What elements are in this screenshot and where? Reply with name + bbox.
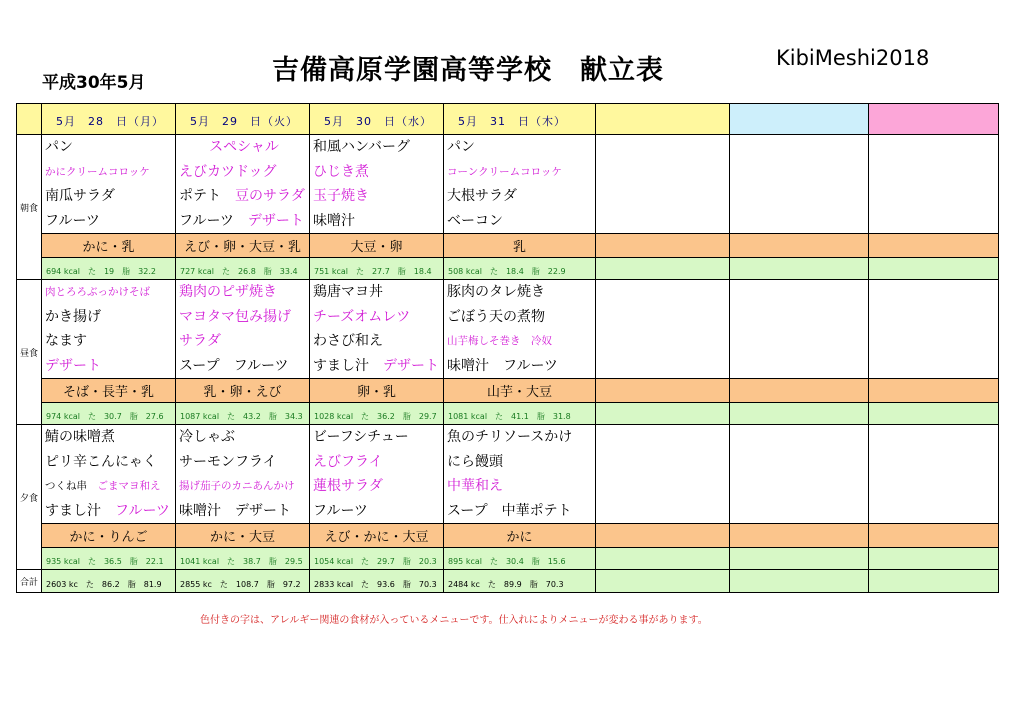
empty-nutrition-cell	[730, 258, 869, 280]
menu-item: 豚肉のタレ焼き	[447, 284, 545, 300]
empty-nutrition-cell	[596, 403, 730, 425]
allergen-row	[17, 524, 999, 548]
empty-nutrition-cell	[869, 403, 999, 425]
menu-item: 蓮根サラダ	[313, 478, 383, 494]
allergen-cell: かに・大豆	[176, 524, 310, 548]
allergen-cell: かに・りんご	[42, 524, 176, 548]
nutrition-cell	[310, 403, 444, 425]
menu-item: 味噌汁 デザート	[179, 502, 291, 519]
empty-header-cell-blue	[730, 104, 869, 135]
totals-cell	[176, 570, 310, 593]
menu-item: 味噌汁	[313, 212, 355, 229]
era-date: 平成30年5月	[42, 73, 146, 93]
date-label: 5月 29 日（火）	[190, 114, 298, 128]
menu-item: チーズオムレツ	[313, 308, 411, 325]
nutrition-cell	[444, 548, 596, 570]
menu-item: スペシャル	[209, 139, 279, 155]
menu-item: マヨタマ包み揚げ	[179, 308, 291, 325]
totals-label: 合計	[17, 570, 42, 593]
empty-totals-cell	[596, 570, 730, 593]
menu-item: フルーツ	[313, 502, 368, 519]
menu-item: サラダ	[179, 333, 221, 349]
empty-nutrition-cell	[869, 548, 999, 570]
menu-item: えびカツドッグ	[179, 163, 277, 180]
menu-item: 鶏唐マヨ丼	[313, 284, 383, 300]
empty-menu-cell	[596, 425, 730, 524]
empty-menu-cell	[596, 135, 730, 234]
allergen-cell: 乳・卵・えび	[176, 379, 310, 403]
nutrition-cell	[310, 258, 444, 280]
menu-item: すまし汁 フルーツ	[45, 502, 170, 519]
nutrition-value: 508 kcal た 18.4 脂 22.9	[448, 267, 566, 276]
nutrition-row	[17, 403, 999, 425]
menu-table	[16, 103, 999, 593]
totals-value: 2833 kcal た 93.6 脂 70.3	[314, 579, 437, 589]
menu-item: 揚げ茄子のカニあんかけ	[179, 480, 295, 492]
date-header-row	[17, 104, 999, 135]
empty-totals-cell	[869, 570, 999, 593]
nutrition-row	[17, 258, 999, 280]
empty-nutrition-cell	[596, 258, 730, 280]
nutrition-value: 751 kcal た 27.7 脂 18.4	[314, 267, 432, 276]
empty-menu-cell	[869, 280, 999, 379]
menu-item: 冷しゃぶ	[179, 429, 235, 445]
empty-nutrition-cell	[869, 258, 999, 280]
menu-cell	[310, 425, 444, 524]
nutrition-value: 1081 kcal た 41.1 脂 31.8	[448, 412, 571, 421]
menu-cell	[310, 135, 444, 234]
meal-label: 朝食	[17, 135, 42, 280]
nutrition-value: 727 kcal た 26.8 脂 33.4	[180, 267, 298, 276]
menu-item: 和風ハンバーグ	[313, 139, 411, 155]
nutrition-value: 1054 kcal た 29.7 脂 20.3	[314, 557, 437, 566]
menu-item: かにクリームコロッケ	[45, 165, 150, 178]
empty-allergen-cell	[596, 379, 730, 403]
menu-item: スープ 中華ポテト	[447, 502, 572, 519]
allergen-cell: かに	[444, 524, 596, 548]
empty-header-cell	[596, 104, 730, 135]
date-label: 5月 31 日（木）	[458, 114, 566, 128]
menu-item: ひじき煮	[313, 163, 369, 180]
menu-item: わさび和え	[313, 333, 383, 349]
allergen-cell: そば・長芋・乳	[42, 379, 176, 403]
menu-item: すまし汁 デザート	[313, 357, 439, 374]
nutrition-value: 974 kcal た 30.7 脂 27.6	[46, 412, 164, 421]
empty-menu-cell	[730, 135, 869, 234]
empty-nutrition-cell	[596, 548, 730, 570]
menu-item: 南瓜サラダ	[45, 188, 115, 204]
empty-menu-cell	[730, 425, 869, 524]
nutrition-cell	[444, 258, 596, 280]
empty-allergen-cell	[596, 524, 730, 548]
menu-item: フルーツ	[45, 212, 100, 229]
menu-item: 山芋梅しそ巻き 冷奴	[447, 335, 552, 347]
nutrition-value: 935 kcal た 36.5 脂 22.1	[46, 557, 164, 566]
allergen-row	[17, 379, 999, 403]
menu-item: かき揚げ	[45, 308, 101, 325]
menu-item: にら饅頭	[447, 453, 503, 470]
menu-item: 肉とろろぶっかけそば	[45, 286, 150, 298]
meal-row	[17, 135, 999, 234]
empty-menu-cell	[869, 135, 999, 234]
menu-item: スープ フルーツ	[179, 357, 289, 374]
nutrition-value: 1028 kcal た 36.2 脂 29.7	[314, 412, 437, 421]
totals-value: 2855 kc た 108.7 脂 97.2	[180, 579, 301, 589]
allergen-cell: 乳	[444, 234, 596, 258]
menu-item: 魚のチリソースかけ	[447, 429, 573, 445]
menu-cell	[310, 280, 444, 379]
menu-cell	[176, 425, 310, 524]
menu-item: 大根サラダ	[447, 188, 517, 204]
empty-header-cell-pink	[869, 104, 999, 135]
menu-item: 中華和え	[447, 478, 503, 494]
meal-row	[17, 280, 999, 379]
date-cell	[42, 104, 176, 135]
nutrition-cell	[176, 548, 310, 570]
menu-cell	[42, 135, 176, 234]
menu-item: パン	[45, 139, 73, 155]
menu-item: ポテト 豆のサラダ	[179, 188, 305, 204]
nutrition-value: 694 kcal た 19 脂 32.2	[46, 267, 156, 276]
menu-cell	[444, 280, 596, 379]
date-cell	[176, 104, 310, 135]
menu-item: デザート	[45, 357, 101, 374]
empty-allergen-cell	[596, 234, 730, 258]
menu-item: なます	[45, 333, 87, 349]
nutrition-value: 1087 kcal た 43.2 脂 34.3	[180, 412, 303, 421]
allergen-cell: えび・卵・大豆・乳	[176, 234, 310, 258]
menu-item: ごぼう天の煮物	[447, 308, 545, 325]
nutrition-row	[17, 548, 999, 570]
page-title: 吉備高原学園高等学校 献立表	[272, 55, 664, 86]
empty-allergen-cell	[869, 379, 999, 403]
meal-label: 夕食	[17, 425, 42, 570]
empty-menu-cell	[869, 425, 999, 524]
allergen-cell: えび・かに・大豆	[310, 524, 444, 548]
empty-menu-cell	[596, 280, 730, 379]
empty-allergen-cell	[730, 379, 869, 403]
nutrition-cell	[310, 548, 444, 570]
allergen-cell: かに・乳	[42, 234, 176, 258]
meal-row	[17, 425, 999, 524]
menu-cell	[176, 135, 310, 234]
allergen-cell: 山芋・大豆	[444, 379, 596, 403]
nutrition-cell	[444, 403, 596, 425]
menu-cell	[42, 425, 176, 524]
menu-item: フルーツ デザート	[179, 212, 304, 229]
date-cell	[310, 104, 444, 135]
meal-label: 昼食	[17, 280, 42, 425]
nutrition-cell	[176, 258, 310, 280]
menu-item: パン	[447, 139, 475, 155]
date-label: 5月 28 日（月）	[56, 114, 164, 128]
totals-cell	[310, 570, 444, 593]
nutrition-cell	[42, 258, 176, 280]
allergen-cell: 卵・乳	[310, 379, 444, 403]
empty-menu-cell	[730, 280, 869, 379]
menu-cell	[444, 135, 596, 234]
menu-item: 玉子焼き	[313, 188, 369, 204]
nutrition-cell	[176, 403, 310, 425]
menu-item: えびフライ	[313, 453, 383, 470]
empty-totals-cell	[730, 570, 869, 593]
totals-cell	[42, 570, 176, 593]
empty-allergen-cell	[869, 524, 999, 548]
menu-item: サーモンフライ	[179, 453, 277, 470]
menu-cell	[444, 425, 596, 524]
menu-item: ビーフシチュー	[313, 429, 409, 445]
totals-row	[17, 570, 999, 593]
allergen-row	[17, 234, 999, 258]
menu-item: 味噌汁 フルーツ	[447, 357, 558, 374]
empty-allergen-cell	[869, 234, 999, 258]
menu-item: つくね串 ごまマヨ和え	[45, 480, 161, 492]
menu-cell	[176, 280, 310, 379]
nutrition-value: 895 kcal た 30.4 脂 15.6	[448, 557, 566, 566]
menu-item: 鶏肉のピザ焼き	[179, 284, 277, 300]
empty-allergen-cell	[730, 524, 869, 548]
corner-cell	[17, 104, 42, 135]
allergy-note: 色付きの字は、アレルギー関連の食材が入っているメニューです。仕入れによりメニューが変わる事があります。	[200, 615, 708, 626]
date-cell	[444, 104, 596, 135]
date-label: 5月 30 日（水）	[324, 114, 432, 128]
menu-item: ピリ辛こんにゃく	[45, 453, 157, 470]
nutrition-cell	[42, 403, 176, 425]
empty-allergen-cell	[730, 234, 869, 258]
empty-nutrition-cell	[730, 403, 869, 425]
brand-label: KibiMeshi2018	[776, 46, 930, 70]
allergen-cell: 大豆・卵	[310, 234, 444, 258]
empty-nutrition-cell	[730, 548, 869, 570]
menu-cell	[42, 280, 176, 379]
menu-item: ベーコン	[447, 212, 503, 229]
nutrition-value: 1041 kcal た 38.7 脂 29.5	[180, 557, 303, 566]
nutrition-cell	[42, 548, 176, 570]
totals-value: 2484 kc た 89.9 脂 70.3	[448, 579, 564, 589]
menu-item: 鯖の味噌煮	[45, 429, 115, 445]
menu-item: コーンクリームコロッケ	[447, 165, 562, 178]
totals-cell	[444, 570, 596, 593]
totals-value: 2603 kc た 86.2 脂 81.9	[46, 579, 162, 589]
